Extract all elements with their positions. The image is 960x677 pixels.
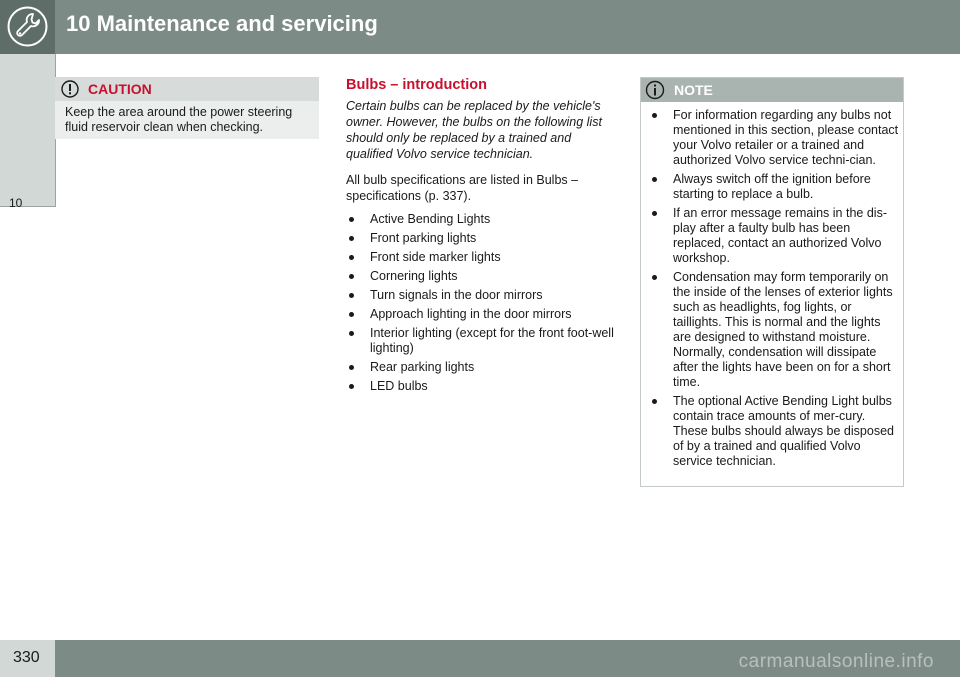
spec-reference: All bulb specifications are listed in Bulbs – specifications (p. 337). [346,173,579,203]
bullet-icon [349,293,354,298]
caution-box [55,77,319,139]
list-item: Always switch off the ignition before starting to replace a bulb. [649,172,899,202]
chapter-title: 10 Maintenance and servicing [66,11,378,36]
page-header [0,0,960,54]
list-item: Cornering lights [346,269,618,284]
bulbs-section [346,77,618,398]
bullet-icon [349,384,354,389]
header-icon-box [0,0,55,54]
section-title: Bulbs – introduction [346,77,487,93]
bullet-icon [349,365,354,370]
caution-title: CAUTION [88,81,152,97]
note-list [649,108,899,473]
list-item: LED bulbs [346,379,618,394]
list-item: Approach lighting in the door mirrors [346,307,618,322]
chapter-tab [0,54,56,210]
bullet-icon [349,255,354,260]
bullet-icon [349,217,354,222]
wrench-icon [6,5,49,48]
list-item: Active Bending Lights [346,212,618,227]
list-item: The optional Active Bending Light bulbs contain trace amounts of mer-cury. These bulbs should always be disposed of by a trained and qualified Volvo service technician. [649,394,899,469]
page-footer [0,640,960,677]
info-icon [645,80,665,100]
bullet-icon [349,312,354,317]
chapter-tab-label: 10 [9,196,23,210]
watermark: carmanualsonline.info [738,651,934,672]
list-item: For information regarding any bulbs not mentioned in this section, please contact your Volvo retailer or a trained and authorized Volvo service techni-cian. [649,108,899,168]
bullet-icon [652,399,657,404]
page-number: 330 [13,649,40,666]
list-item: If an error message remains in the dis-play after a faulty bulb has been replaced, contact an authorized Volvo workshop. [649,206,899,266]
bullet-icon [349,331,354,336]
list-item: Interior lighting (except for the front foot-well lighting) [346,326,618,356]
caution-header [55,77,319,101]
bullet-icon [652,211,657,216]
caution-text: Keep the area around the power steering fluid reservoir clean when checking. [65,105,293,134]
warning-icon [61,80,79,98]
bullet-icon [349,274,354,279]
note-box [640,77,904,487]
note-title: NOTE [674,82,713,98]
list-item: Front parking lights [346,231,618,246]
bullet-icon [652,177,657,182]
bullet-icon [349,236,354,241]
list-item: Rear parking lights [346,360,618,375]
bullet-icon [652,275,657,280]
page-number-box [0,640,55,677]
list-item: Turn signals in the door mirrors [346,288,618,303]
note-header [641,78,903,102]
section-intro: Certain bulbs can be replaced by the vehicle's owner. However, the bulbs on the following list should only be replaced by a trained and qualified Volvo service technician. [346,99,602,161]
list-item: Front side marker lights [346,250,618,265]
list-item: Condensation may form temporarily on the inside of the lenses of exterior lights such as headlights, fog lights, or taillights. This is normal and the lights are designed to withstand moisture. Normally, condensation will dissipate after the lights have been on for a short time. [649,270,899,390]
bulb-list [346,212,618,394]
bullet-icon [652,113,657,118]
